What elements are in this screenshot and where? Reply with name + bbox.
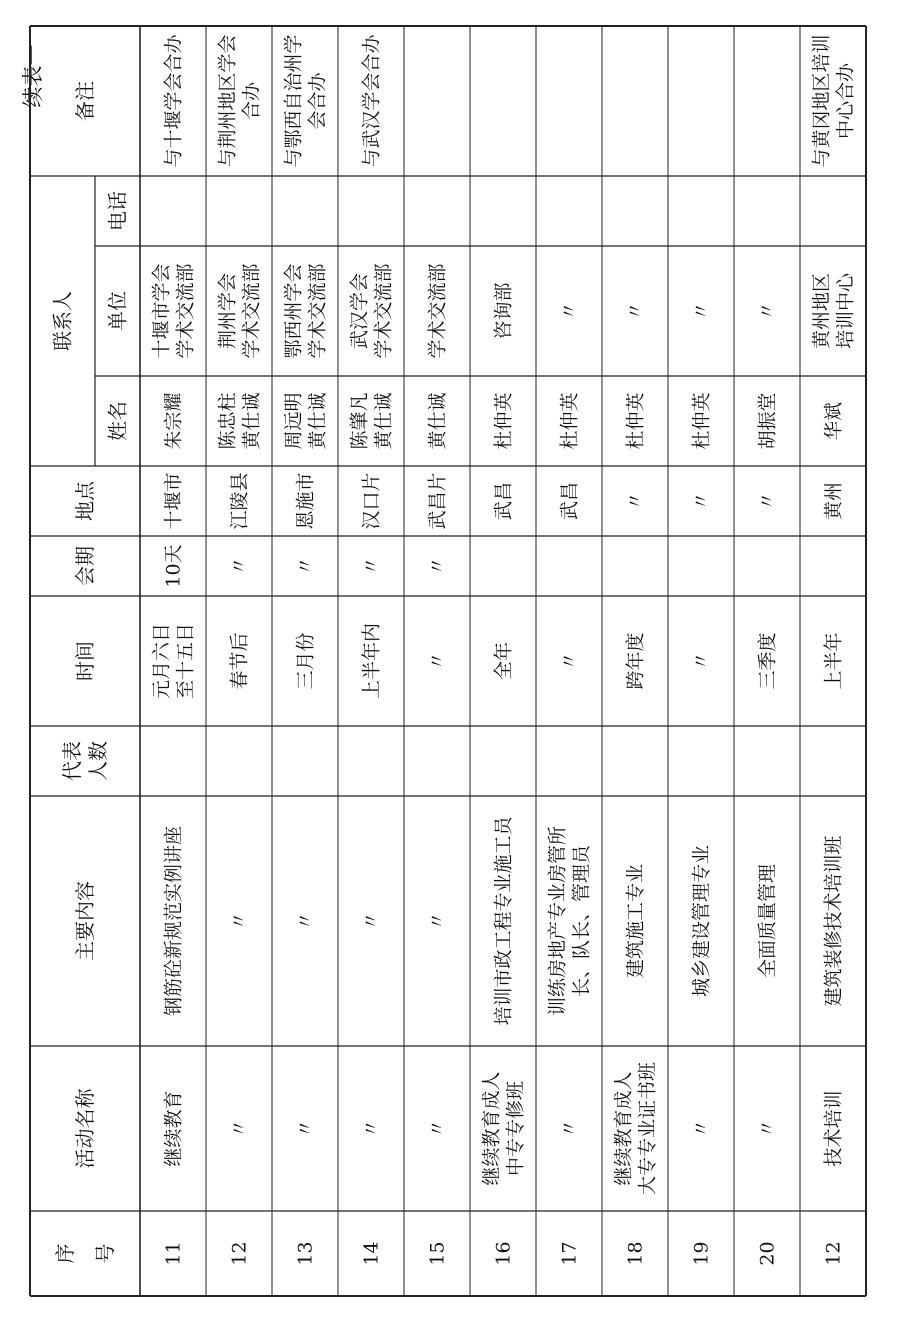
table-header (51, 81, 130, 1264)
cell-remarks: 与荆州地区学会 合办 (216, 34, 263, 168)
cell-activity: 〃 (690, 1118, 713, 1139)
cell-seq: 13 (294, 1241, 317, 1266)
cell-unit: 十堰市学会 学术交流部 (150, 263, 197, 359)
cell-location: 武昌 (558, 481, 581, 521)
cell-time: 〃 (426, 651, 449, 671)
cell-unit: 咨询部 (492, 282, 515, 340)
cell-remarks: 与十堰学会合办 (162, 34, 185, 168)
cell-seq: 14 (360, 1241, 383, 1266)
cell-location: 十堰市 (162, 472, 185, 530)
cell-activity: 〃 (426, 1118, 449, 1139)
cell-content: 〃 (294, 911, 317, 931)
cell-duration: 〃 (426, 556, 449, 576)
cell-activity: 〃 (294, 1118, 317, 1139)
cell-duration: 10天 (162, 544, 185, 588)
cell-time: 春节后 (228, 632, 251, 690)
cell-unit: 鄂西州学会 学术交流部 (282, 263, 329, 359)
cell-time: 〃 (558, 651, 581, 671)
cell-name: 胡振堂 (756, 392, 779, 450)
cell-seq: 17 (558, 1241, 581, 1266)
cell-unit: 学术交流部 (426, 263, 449, 359)
cell-activity: 〃 (360, 1118, 383, 1139)
cell-location: 〃 (624, 491, 647, 511)
cell-location: 〃 (690, 491, 713, 511)
cell-activity: 〃 (558, 1118, 581, 1139)
cell-content: 培训市政工程专业施工员 (492, 816, 515, 1026)
cell-name: 黄仕诚 (426, 392, 449, 450)
header-activity: 活动名称 (73, 1088, 97, 1169)
cell-time: 跨年度 (624, 632, 647, 690)
cell-time: 元月六日 至十五日 (150, 622, 197, 700)
table-row (613, 301, 659, 1265)
cell-time: 〃 (690, 651, 713, 671)
cell-activity: 继续教育成人 大专专业证书班 (612, 1061, 659, 1196)
cell-time: 三季度 (756, 632, 779, 690)
cell-content: 〃 (228, 911, 251, 931)
header-contact-name: 姓名 (105, 401, 130, 441)
cell-remarks: 与鄂西自治州学 会合办 (282, 34, 329, 168)
header-contact-group: 联系人 (50, 291, 75, 351)
table-row (283, 34, 329, 1265)
cell-location: 汉口片 (360, 472, 383, 530)
table-row (691, 301, 713, 1265)
cell-remarks: 与黄冈地区培训 中心合办 (810, 34, 857, 168)
cell-duration: 〃 (294, 556, 317, 576)
cell-location: 恩施市 (294, 472, 317, 530)
header-content: 主要内容 (73, 881, 97, 961)
cell-seq: 15 (426, 1241, 449, 1266)
cell-activity: 继续教育 (162, 1090, 185, 1167)
cell-name: 杜仲英 (624, 392, 647, 450)
cell-seq: 11 (162, 1241, 185, 1266)
cell-time: 三月份 (294, 632, 317, 690)
cell-location: 武昌 (492, 481, 515, 521)
cell-seq: 12 (822, 1241, 845, 1266)
cell-unit: 〃 (558, 301, 581, 321)
cell-name: 华斌 (822, 401, 845, 441)
cell-seq: 18 (624, 1241, 647, 1266)
cell-content: 城乡建设管理专业 (690, 844, 713, 998)
cell-activity: 〃 (228, 1118, 251, 1139)
cell-content: 建筑施工专业 (624, 863, 647, 979)
header-seq: 序 号 (53, 1243, 117, 1264)
cell-time: 上半年内 (360, 622, 383, 700)
table-row (349, 34, 395, 1266)
header-location: 地点 (73, 481, 97, 521)
cell-name: 陈肇凡 黄仕诚 (348, 392, 395, 450)
table-row (811, 34, 857, 1265)
cell-name: 杜仲英 (492, 392, 515, 450)
cell-content: 全面质量管理 (756, 863, 779, 979)
table-caption: 续表一 (21, 44, 45, 108)
cell-unit: 〃 (624, 301, 647, 321)
cell-name: 杜仲英 (690, 392, 713, 450)
cell-seq: 12 (228, 1241, 251, 1266)
table-body (151, 34, 857, 1266)
cell-activity: 继续教育成人 中专专修班 (480, 1071, 527, 1186)
cell-time: 全年 (492, 641, 515, 681)
cell-location: 武昌片 (426, 472, 449, 530)
cell-content: 〃 (360, 911, 383, 931)
header-remarks: 备注 (73, 81, 97, 121)
cell-content: 建筑装修技术培训班 (822, 835, 845, 1007)
cell-unit: 黄州地区 培训中心 (810, 272, 857, 350)
cell-unit: 〃 (690, 301, 713, 321)
header-contact-unit: 单位 (105, 291, 130, 331)
table-row (427, 263, 449, 1265)
cell-location: 黄州 (822, 481, 845, 521)
cell-remarks: 与武汉学会合办 (360, 34, 383, 168)
cell-duration: 〃 (360, 556, 383, 576)
table-row (217, 34, 263, 1265)
cell-seq: 19 (690, 1241, 713, 1266)
table-row (151, 34, 197, 1266)
header-reps: 代表 人数 (60, 741, 110, 781)
cell-content: 钢筋砼新规范实例讲座 (162, 825, 185, 1017)
cell-seq: 20 (756, 1241, 779, 1266)
cell-location: 〃 (756, 491, 779, 511)
table-row (757, 301, 779, 1265)
cell-name: 朱宗耀 (162, 392, 185, 450)
cell-location: 江陵县 (228, 472, 251, 530)
cell-duration: 〃 (228, 556, 251, 576)
cell-activity: 技术培训 (822, 1090, 845, 1167)
header-duration: 会期 (73, 546, 97, 586)
cell-name: 杜仲英 (558, 392, 581, 450)
cell-name: 陈忠柱 黄仕诚 (216, 392, 263, 450)
cell-unit: 荆州学会 学术交流部 (216, 263, 263, 359)
cell-name: 周远明 黄仕诚 (282, 392, 329, 450)
cell-seq: 16 (492, 1241, 515, 1266)
cell-unit: 武汉学会 学术交流部 (348, 263, 395, 359)
cell-content: 训练房地产专业房管所 长、队长、管理员 (546, 825, 593, 1017)
cell-unit: 〃 (756, 301, 779, 321)
cell-activity: 〃 (756, 1118, 779, 1139)
table-row (481, 282, 527, 1265)
cell-time: 上半年 (822, 632, 845, 690)
cell-content: 〃 (426, 911, 449, 931)
header-time: 时间 (73, 641, 97, 681)
header-contact-phone: 电话 (105, 191, 130, 231)
table-row (547, 301, 593, 1265)
